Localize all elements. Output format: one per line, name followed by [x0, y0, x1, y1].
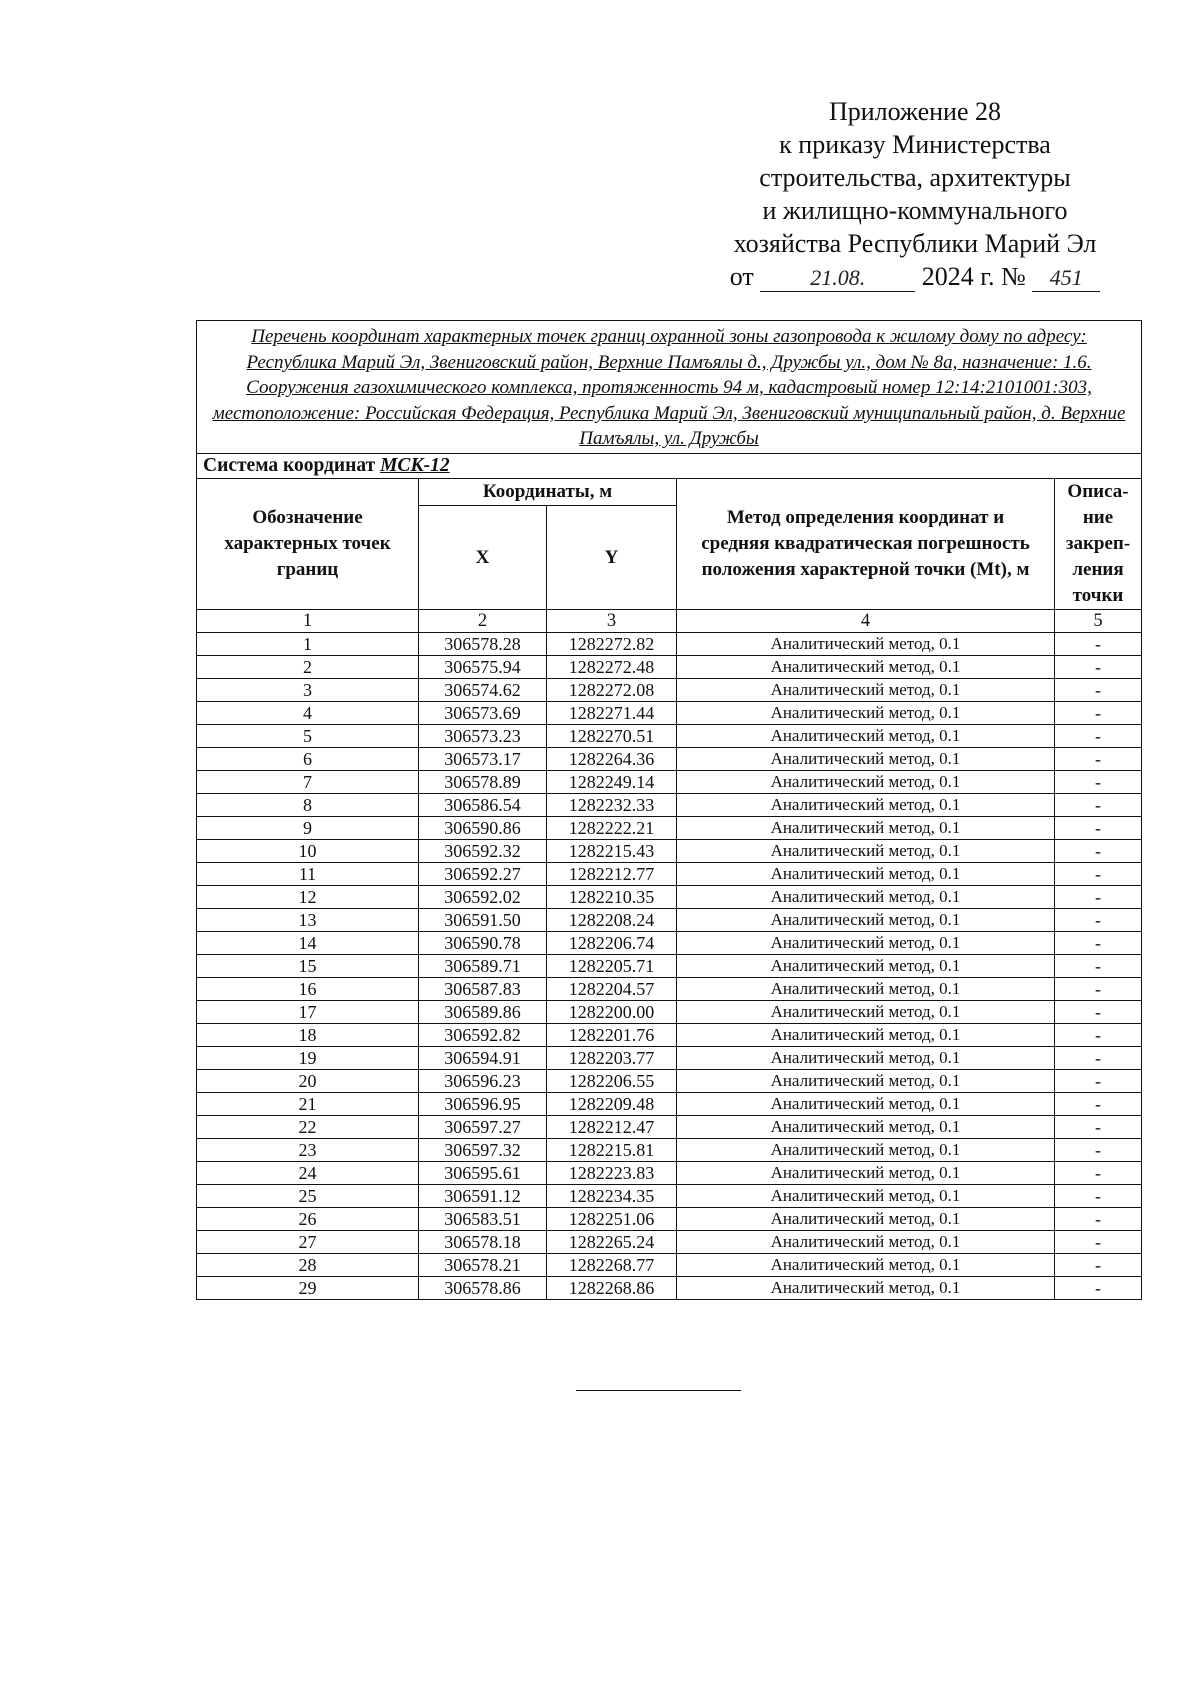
description-cell: - [1055, 1024, 1142, 1047]
description-cell: - [1055, 1277, 1142, 1300]
method-cell: Аналитический метод, 0.1 [677, 679, 1055, 702]
y-coordinate-cell: 1282232.33 [547, 794, 677, 817]
y-coordinate-cell: 1282212.47 [547, 1116, 677, 1139]
method-cell: Аналитический метод, 0.1 [677, 1277, 1055, 1300]
point-number-cell: 3 [197, 679, 419, 702]
column-number: 1 [197, 610, 419, 633]
x-coordinate-cell: 306592.02 [419, 886, 547, 909]
y-coordinate-cell: 1282215.81 [547, 1139, 677, 1162]
y-coordinate-cell: 1282212.77 [547, 863, 677, 886]
y-coordinate-cell: 1282251.06 [547, 1208, 677, 1231]
method-cell: Аналитический метод, 0.1 [677, 817, 1055, 840]
table-row [197, 1139, 1142, 1162]
method-cell: Аналитический метод, 0.1 [677, 702, 1055, 725]
method-cell: Аналитический метод, 0.1 [677, 909, 1055, 932]
x-coordinate-cell: 306589.71 [419, 955, 547, 978]
point-number-cell: 8 [197, 794, 419, 817]
x-coordinate-cell: 306591.12 [419, 1185, 547, 1208]
point-number-cell: 15 [197, 955, 419, 978]
x-coordinate-cell: 306586.54 [419, 794, 547, 817]
method-cell: Аналитический метод, 0.1 [677, 633, 1055, 656]
description-cell: - [1055, 794, 1142, 817]
table-row [197, 1024, 1142, 1047]
description-cell: - [1055, 909, 1142, 932]
description-cell: - [1055, 679, 1142, 702]
point-number-cell: 5 [197, 725, 419, 748]
coordinate-system-label: Система координат [203, 455, 376, 476]
coordinate-system [197, 454, 1142, 479]
method-cell: Аналитический метод, 0.1 [677, 1070, 1055, 1093]
method-cell: Аналитический метод, 0.1 [677, 1208, 1055, 1231]
header-method: Метод определения координат и средняя квадратическая погрешность положения характерной точки (Mt), м [677, 479, 1055, 610]
description-cell: - [1055, 817, 1142, 840]
point-number-cell: 4 [197, 702, 419, 725]
method-cell: Аналитический метод, 0.1 [677, 771, 1055, 794]
y-coordinate-cell: 1282264.36 [547, 748, 677, 771]
y-coordinate-cell: 1282222.21 [547, 817, 677, 840]
description-cell: - [1055, 978, 1142, 1001]
table-row [197, 1001, 1142, 1024]
x-coordinate-cell: 306583.51 [419, 1208, 547, 1231]
y-coordinate-cell: 1282272.08 [547, 679, 677, 702]
x-coordinate-cell: 306597.32 [419, 1139, 547, 1162]
method-cell: Аналитический метод, 0.1 [677, 840, 1055, 863]
number-field [1032, 264, 1100, 292]
x-coordinate-cell: 306574.62 [419, 679, 547, 702]
method-cell: Аналитический метод, 0.1 [677, 725, 1055, 748]
table-row [197, 1254, 1142, 1277]
table-row [197, 679, 1142, 702]
x-coordinate-cell: 306578.28 [419, 633, 547, 656]
point-number-cell: 29 [197, 1277, 419, 1300]
point-number-cell: 6 [197, 748, 419, 771]
ministry-line-3: хозяйства Республики Марий Эл [733, 229, 1097, 258]
point-number-cell: 23 [197, 1139, 419, 1162]
date-field [760, 264, 915, 292]
point-number-cell: 7 [197, 771, 419, 794]
table-row [197, 1070, 1142, 1093]
point-number-cell: 17 [197, 1001, 419, 1024]
header-designation: Обозначение характерных точек границ [197, 479, 419, 610]
x-coordinate-cell: 306589.86 [419, 1001, 547, 1024]
method-cell: Аналитический метод, 0.1 [677, 1139, 1055, 1162]
column-number: 5 [1055, 610, 1142, 633]
y-coordinate-cell: 1282272.48 [547, 656, 677, 679]
x-coordinate-cell: 306590.78 [419, 932, 547, 955]
header-row-1 [197, 479, 1142, 506]
year-and-number-label: 2024 г. № [921, 262, 1026, 291]
point-number-cell: 20 [197, 1070, 419, 1093]
y-coordinate-cell: 1282203.77 [547, 1047, 677, 1070]
point-number-cell: 1 [197, 633, 419, 656]
table-row [197, 633, 1142, 656]
description-cell: - [1055, 1047, 1142, 1070]
x-coordinate-cell: 306596.23 [419, 1070, 547, 1093]
method-cell: Аналитический метод, 0.1 [677, 1116, 1055, 1139]
table-row [197, 817, 1142, 840]
description-cell: - [1055, 748, 1142, 771]
table-title: Перечень координат характерных точек границ охранной зоны газопровода к жилому дому по адресу: Республика Марий Эл, Звениговский район, Верхние Памъялы д., Дружбы ул., дом № 8а, назначение: 1.6. Сооружения газохимического комплекса, протяженность 94 м, кадастровый номер 12:14:2101001:303, местоположение: Российская Федерация, Республика Марий Эл, Звениговский муниципальный район, д. Верхние Памъялы, ул. Дружбы [197, 321, 1142, 454]
y-coordinate-cell: 1282234.35 [547, 1185, 677, 1208]
table-row [197, 1047, 1142, 1070]
description-cell: - [1055, 1001, 1142, 1024]
table-row [197, 656, 1142, 679]
handwritten-number: 451 [1049, 265, 1083, 290]
x-coordinate-cell: 306573.17 [419, 748, 547, 771]
method-cell: Аналитический метод, 0.1 [677, 932, 1055, 955]
x-coordinate-cell: 306590.86 [419, 817, 547, 840]
table-row [197, 932, 1142, 955]
y-coordinate-cell: 1282270.51 [547, 725, 677, 748]
x-coordinate-cell: 306587.83 [419, 978, 547, 1001]
method-cell: Аналитический метод, 0.1 [677, 1185, 1055, 1208]
point-number-cell: 11 [197, 863, 419, 886]
coordinate-system-row [197, 454, 1142, 479]
method-cell: Аналитический метод, 0.1 [677, 978, 1055, 1001]
y-coordinate-cell: 1282204.57 [547, 978, 677, 1001]
table-row [197, 748, 1142, 771]
header-x: X [419, 506, 547, 610]
table-row [197, 1208, 1142, 1231]
method-cell: Аналитический метод, 0.1 [677, 1024, 1055, 1047]
point-number-cell: 9 [197, 817, 419, 840]
y-coordinate-cell: 1282209.48 [547, 1093, 677, 1116]
y-coordinate-cell: 1282206.55 [547, 1070, 677, 1093]
point-number-cell: 24 [197, 1162, 419, 1185]
order-reference-line: к приказу Министерства [779, 130, 1051, 159]
method-cell: Аналитический метод, 0.1 [677, 886, 1055, 909]
point-number-cell: 12 [197, 886, 419, 909]
table-row [197, 794, 1142, 817]
description-cell: - [1055, 1070, 1142, 1093]
description-cell: - [1055, 840, 1142, 863]
y-coordinate-cell: 1282268.77 [547, 1254, 677, 1277]
method-cell: Аналитический метод, 0.1 [677, 656, 1055, 679]
method-cell: Аналитический метод, 0.1 [677, 1162, 1055, 1185]
y-coordinate-cell: 1282265.24 [547, 1231, 677, 1254]
method-cell: Аналитический метод, 0.1 [677, 955, 1055, 978]
table-row [197, 1162, 1142, 1185]
y-coordinate-cell: 1282201.76 [547, 1024, 677, 1047]
column-number: 2 [419, 610, 547, 633]
description-cell: - [1055, 725, 1142, 748]
description-cell: - [1055, 656, 1142, 679]
appendix-header [700, 95, 1130, 293]
point-number-cell: 13 [197, 909, 419, 932]
y-coordinate-cell: 1282223.83 [547, 1162, 677, 1185]
description-cell: - [1055, 1116, 1142, 1139]
x-coordinate-cell: 306578.86 [419, 1277, 547, 1300]
point-number-cell: 18 [197, 1024, 419, 1047]
x-coordinate-cell: 306592.32 [419, 840, 547, 863]
description-cell: - [1055, 863, 1142, 886]
x-coordinate-cell: 306597.27 [419, 1116, 547, 1139]
table-row [197, 725, 1142, 748]
point-number-cell: 10 [197, 840, 419, 863]
point-number-cell: 25 [197, 1185, 419, 1208]
point-number-cell: 21 [197, 1093, 419, 1116]
coordinate-system-value: МСК-12 [380, 455, 450, 476]
description-cell: - [1055, 955, 1142, 978]
method-cell: Аналитический метод, 0.1 [677, 1254, 1055, 1277]
y-coordinate-cell: 1282205.71 [547, 955, 677, 978]
point-number-cell: 19 [197, 1047, 419, 1070]
method-cell: Аналитический метод, 0.1 [677, 1231, 1055, 1254]
method-cell: Аналитический метод, 0.1 [677, 1093, 1055, 1116]
description-cell: - [1055, 771, 1142, 794]
column-number: 4 [677, 610, 1055, 633]
column-number: 3 [547, 610, 677, 633]
table-row [197, 1116, 1142, 1139]
x-coordinate-cell: 306596.95 [419, 1093, 547, 1116]
table-row [197, 955, 1142, 978]
x-coordinate-cell: 306573.23 [419, 725, 547, 748]
date-prefix: от [729, 262, 754, 291]
method-cell: Аналитический метод, 0.1 [677, 863, 1055, 886]
point-number-cell: 2 [197, 656, 419, 679]
description-cell: - [1055, 932, 1142, 955]
table-row [197, 771, 1142, 794]
x-coordinate-cell: 306595.61 [419, 1162, 547, 1185]
y-coordinate-cell: 1282210.35 [547, 886, 677, 909]
header-y: Y [547, 506, 677, 610]
point-number-cell: 28 [197, 1254, 419, 1277]
x-coordinate-cell: 306575.94 [419, 656, 547, 679]
y-coordinate-cell: 1282249.14 [547, 771, 677, 794]
description-cell: - [1055, 1254, 1142, 1277]
x-coordinate-cell: 306592.82 [419, 1024, 547, 1047]
ministry-line-1: строительства, архитектуры [759, 163, 1071, 192]
y-coordinate-cell: 1282200.00 [547, 1001, 677, 1024]
x-coordinate-cell: 306578.18 [419, 1231, 547, 1254]
header-description: Описа-ние закреп-ления точки [1055, 479, 1142, 610]
y-coordinate-cell: 1282272.82 [547, 633, 677, 656]
x-coordinate-cell: 306573.69 [419, 702, 547, 725]
description-cell: - [1055, 1185, 1142, 1208]
x-coordinate-cell: 306591.50 [419, 909, 547, 932]
y-coordinate-cell: 1282206.74 [547, 932, 677, 955]
table-row [197, 702, 1142, 725]
description-cell: - [1055, 633, 1142, 656]
x-coordinate-cell: 306578.89 [419, 771, 547, 794]
description-cell: - [1055, 1231, 1142, 1254]
description-cell: - [1055, 1162, 1142, 1185]
table-row [197, 840, 1142, 863]
y-coordinate-cell: 1282268.86 [547, 1277, 677, 1300]
handwritten-date: 21.08. [810, 265, 866, 290]
table-row [197, 909, 1142, 932]
point-number-cell: 27 [197, 1231, 419, 1254]
y-coordinate-cell: 1282271.44 [547, 702, 677, 725]
point-number-cell: 14 [197, 932, 419, 955]
description-cell: - [1055, 1139, 1142, 1162]
x-coordinate-cell: 306594.91 [419, 1047, 547, 1070]
y-coordinate-cell: 1282215.43 [547, 840, 677, 863]
method-cell: Аналитический метод, 0.1 [677, 1047, 1055, 1070]
x-coordinate-cell: 306592.27 [419, 863, 547, 886]
table-row [197, 1093, 1142, 1116]
description-cell: - [1055, 1208, 1142, 1231]
point-number-cell: 22 [197, 1116, 419, 1139]
appendix-title: Приложение 28 [828, 97, 1002, 126]
table-row [197, 1231, 1142, 1254]
method-cell: Аналитический метод, 0.1 [677, 1001, 1055, 1024]
closing-line [576, 1390, 741, 1391]
order-date-line [700, 260, 1130, 293]
method-cell: Аналитический метод, 0.1 [677, 794, 1055, 817]
title-row [197, 321, 1142, 454]
ministry-line-2: и жилищно-коммунального [762, 196, 1068, 225]
coordinates-table [196, 320, 1142, 1300]
description-cell: - [1055, 702, 1142, 725]
point-number-cell: 16 [197, 978, 419, 1001]
description-cell: - [1055, 886, 1142, 909]
table-row [197, 1185, 1142, 1208]
column-number-row [197, 610, 1142, 633]
description-cell: - [1055, 1093, 1142, 1116]
table-row [197, 978, 1142, 1001]
x-coordinate-cell: 306578.21 [419, 1254, 547, 1277]
point-number-cell: 26 [197, 1208, 419, 1231]
method-cell: Аналитический метод, 0.1 [677, 748, 1055, 771]
header-coordinates: Координаты, м [419, 479, 677, 506]
y-coordinate-cell: 1282208.24 [547, 909, 677, 932]
table-row [197, 1277, 1142, 1300]
table-row [197, 863, 1142, 886]
table-row [197, 886, 1142, 909]
